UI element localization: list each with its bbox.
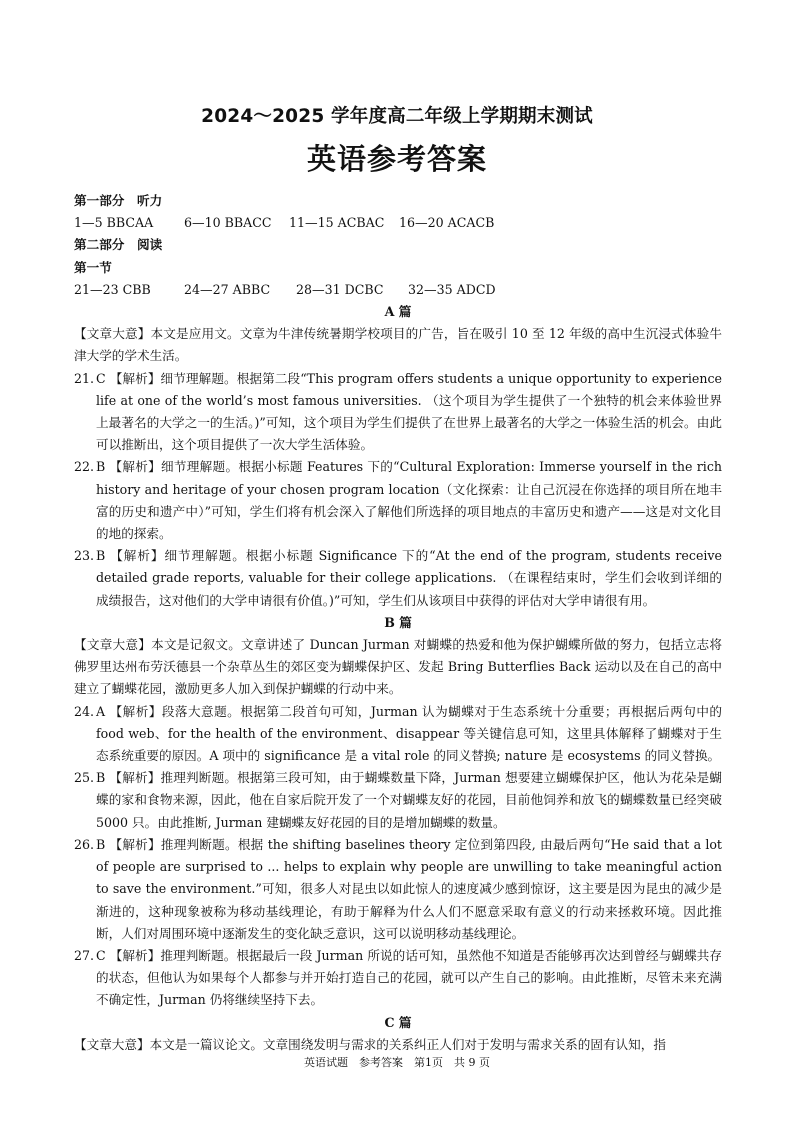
item-number: 27. bbox=[74, 947, 95, 963]
explanation-item bbox=[74, 701, 722, 768]
passage-a-title: A 篇 bbox=[384, 304, 412, 320]
explanation-item bbox=[74, 456, 722, 545]
item-number: 26. bbox=[74, 836, 95, 852]
page-footer: 英语试题 参考答案 第1页 共 9 页 bbox=[304, 1056, 490, 1069]
item-number: 24. bbox=[74, 703, 95, 719]
item-number: 25. bbox=[74, 770, 95, 786]
answer-group: 28—31 DCBC bbox=[296, 281, 384, 297]
explanation-item bbox=[74, 767, 722, 834]
listening-answers bbox=[74, 212, 722, 234]
answer-group: 32—35 ADCD bbox=[408, 281, 496, 297]
item-number: 22. bbox=[74, 459, 95, 475]
passage-a-summary: 【文章大意】本文是应用文。文章为牛津传统暑期学校项目的广告，旨在吸引 10 至 12 年级的高中生沉浸式体验牛津大学的学术生活。 bbox=[74, 326, 722, 364]
section-heading: 第一节 bbox=[74, 259, 112, 275]
item-text: B 【解析】细节理解题。根据小标题 Features 下的“Cultural Exploration: Immerse yourself in the rich history and heritage of your chosen program location（文化探索：让自己沉浸在你选择的项目所在地丰富的历史和遗产中）”可知，学生们将有机会深入了解他们所选择的项目地点的丰富历史和遗产——这是对文化目的地的探索。 bbox=[96, 459, 722, 542]
passage-b-title: B 篇 bbox=[384, 614, 412, 630]
answer-group: 1—5 BBCAA bbox=[74, 215, 154, 231]
passage-c-title: C 篇 bbox=[384, 1014, 412, 1030]
document-title: 英语参考答案 bbox=[306, 142, 487, 176]
item-text: B 【解析】推理判断题。根据 the shifting baselines theory 定位到第四段, 由最后两句“He said that a lot of people are surprised to ... helps to explain why people are unwilling to take meaningful action to save the environment.”可知，很多人对昆虫以如此惊人的速度减少感到惊讶，这主要是因为昆虫的减少是渐进的，这种现象被称为移动基线理论，有助于解释为什么人们不愿意采取有意义的行动来拯救环境。因此推断，人们对周围环境中逐渐发生的变化缺乏意识，这可以说明移动基线理论。 bbox=[96, 836, 722, 941]
item-text: C 【解析】推理判断题。根据最后一段 Jurman 所说的话可知，虽然他不知道是否能够再次达到曾经与蝴蝶共存的状态，但他认为如果每个人都参与并开始打造自己的花园，就可以产生自己的影响。由此推断，尽管未来充满不确定性，Jurman 仍将继续坚持下去。 bbox=[96, 947, 722, 1008]
item-number: 21. bbox=[74, 370, 95, 386]
explanation-item bbox=[74, 545, 722, 612]
answer-group: 16—20 ACACB bbox=[399, 215, 495, 231]
explanation-item bbox=[74, 368, 722, 457]
answer-group: 6—10 BBACC bbox=[184, 215, 272, 231]
answer-body bbox=[74, 190, 722, 1056]
answer-group: 24—27 ABBC bbox=[184, 281, 271, 297]
item-text: B 【解析】细节理解题。根据小标题 Significance 下的“At the end of the program, students receive detailed grade reports, valuable for their college applications. （在课程结束时，学生们会收到详细的成绩报告，这对他们的大学申请很有价值。)”可知，学生们从该项目中获得的评估对大学申请很有用。 bbox=[96, 548, 722, 608]
exam-title: 2024～2025 学年度高二年级上学期期末测试 bbox=[201, 106, 593, 127]
item-number: 23. bbox=[74, 548, 95, 564]
answer-group: 11—15 ACBAC bbox=[289, 215, 385, 231]
explanation-item bbox=[74, 945, 722, 1012]
passage-c-summary: 【文章大意】本文是一篇议论文。文章围绕发明与需求的关系纠正人们对于发明与需求关系的固有认知，指 bbox=[74, 1036, 666, 1052]
passage-b-summary: 【文章大意】本文是记叙文。文章讲述了 Duncan Jurman 对蝴蝶的热爱和他为保护蝴蝶所做的努力，包括立志将佛罗里达州布劳沃德县一个杂草丛生的郊区变为蝴蝶保护区、发起 Bring Butterflies Back 运动以及在自己的高中建立了蝴蝶花园，激励更多人加入到保护蝴蝶的行动中来。 bbox=[74, 637, 722, 697]
item-text: C 【解析】细节理解题。根据第二段“This program offers students a unique opportunity to experience life at one of the world’s most famous universities. （这个项目为学生提供了一个独特的机会来体验世界上最著名的大学之一的生活。)”可知，这个项目为学生们提供了在世界上最著名的大学之一体验生活的机会。由此可以推断出，这个项目提供了一次大学生活体验。 bbox=[96, 370, 722, 453]
part1-heading: 第一部分 听力 bbox=[74, 193, 163, 208]
item-text: A 【解析】段落大意题。根据第二段首句可知，Jurman 认为蝴蝶对于生态系统十分重要；再根据后两句中的 food web、for the health of the environment、disappear 等关键信息可知，这里具体解释了蝴蝶对于生态系统重要的原因。A 项中的 significance 是 a vital role 的同义替换; nature 是 ecosystems 的同义替换。 bbox=[96, 703, 722, 764]
item-text: B 【解析】推理判断题。根据第三段可知，由于蝴蝶数量下降，Jurman 想要建立蝴蝶保护区，他认为花朵是蝴蝶的家和食物来源，因此，他在自家后院开发了一个对蝴蝶友好的花园，目前他饲养和放飞的蝴蝶数量已经突破 5000 只。由此推断, Jurman 建蝴蝶友好花园的目的是增加蝴蝶的数量。 bbox=[96, 770, 722, 830]
explanation-item bbox=[74, 834, 722, 945]
answer-group: 21—23 CBB bbox=[74, 281, 151, 297]
part2-heading: 第二部分 阅读 bbox=[74, 237, 163, 253]
reading-answers bbox=[74, 279, 722, 301]
